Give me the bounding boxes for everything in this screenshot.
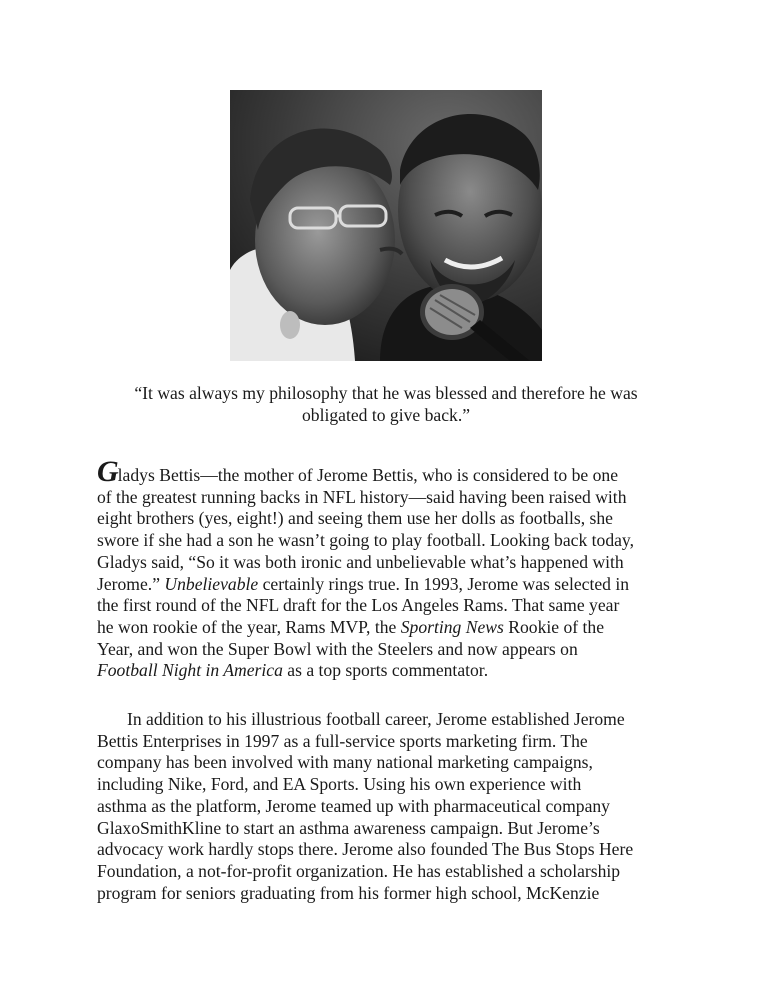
text-line: including Nike, Ford, and EA Sports. Using his own experience with bbox=[97, 774, 582, 795]
quote-line: obligated to give back.” bbox=[301, 404, 471, 425]
text-line: Bettis Enterprises in 1997 as a full-service sports marketing firm. The bbox=[97, 730, 588, 751]
text-line: GlaxoSmithKline to start an asthma awareness campaign. But Jerome’s bbox=[97, 817, 600, 838]
text-line: Gladys Bettis—the mother of Jerome Bettis, who is considered to be one bbox=[97, 455, 619, 488]
text-line: advocacy work hardly stops there. Jerome also founded The Bus Stops Here bbox=[97, 839, 634, 860]
text-line: the first round of the NFL draft for the Los Angeles Rams. That same year bbox=[97, 595, 620, 616]
photo-mother-and-son bbox=[230, 90, 542, 361]
photo-illustration bbox=[230, 90, 542, 361]
quote-line: “It was always my philosophy that he was blessed and therefore he was bbox=[134, 383, 638, 403]
paragraph-career bbox=[97, 709, 695, 904]
text-line: of the greatest running backs in NFL history—said having been raised with bbox=[97, 486, 627, 507]
drop-cap: G bbox=[97, 455, 118, 488]
pull-quote bbox=[100, 383, 672, 426]
text-line: Year, and won the Super Bowl with the Steelers and now appears on bbox=[97, 638, 578, 659]
italic-title: Unbelievable bbox=[164, 573, 259, 594]
text-line: Jerome.” Unbelievable certainly rings true. In 1993, Jerome was selected in bbox=[97, 573, 630, 594]
text-line: eight brothers (yes, eight!) and seeing them use her dolls as footballs, she bbox=[97, 508, 613, 529]
italic-title: Football Night in America bbox=[97, 660, 283, 681]
text-line: swore if she had a son he wasn’t going to play football. Looking back today, bbox=[97, 530, 634, 551]
text-line: In addition to his illustrious football career, Jerome established Jerome bbox=[127, 709, 625, 729]
italic-title: Sporting News bbox=[400, 616, 504, 637]
text-line: Gladys said, “So it was both ironic and unbelievable what’s happened with bbox=[97, 551, 624, 572]
paragraph-intro bbox=[97, 455, 695, 682]
text-line: program for seniors graduating from his former high school, McKenzie bbox=[97, 882, 600, 903]
text-line: Foundation, a not-for-profit organization. He has established a scholarship bbox=[97, 860, 621, 881]
text-line: company has been involved with many national marketing campaigns, bbox=[97, 752, 593, 773]
text-line: he won rookie of the year, Rams MVP, the Sporting News Rookie of the bbox=[97, 616, 605, 637]
text-line: Football Night in America as a top sports commentator. bbox=[97, 660, 489, 681]
text-line: asthma as the platform, Jerome teamed up with pharmaceutical company bbox=[97, 795, 610, 816]
